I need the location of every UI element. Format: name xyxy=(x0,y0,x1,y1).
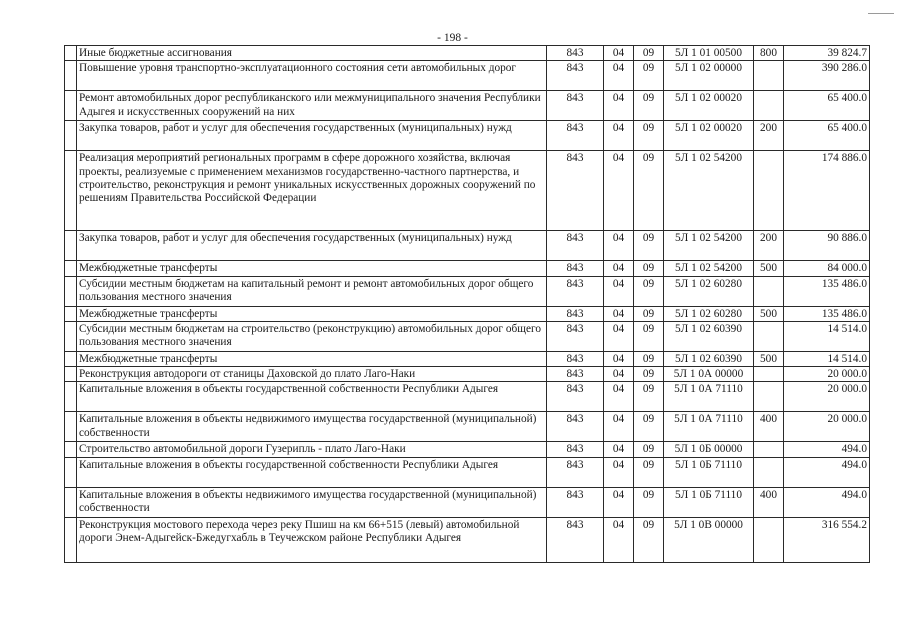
section-code-cell xyxy=(604,487,634,517)
subsection-code: 09 xyxy=(642,307,655,320)
row-stub-cell xyxy=(65,276,77,306)
table-row xyxy=(65,367,870,382)
subsection-code: 09 xyxy=(642,352,655,365)
amount-cell xyxy=(784,517,870,562)
target-article: 5Л 1 0Б 00000 xyxy=(674,443,743,456)
section-code-cell xyxy=(604,231,634,261)
ministry-code: 843 xyxy=(566,322,584,335)
expense-type-cell xyxy=(754,367,784,382)
row-name-cell xyxy=(77,351,547,366)
subsection-code-cell xyxy=(634,367,664,382)
table-row xyxy=(65,61,870,91)
row-stub-cell xyxy=(65,367,77,382)
ministry-code-cell xyxy=(547,517,604,562)
expense-type-cell xyxy=(754,321,784,351)
subsection-code: 09 xyxy=(642,47,655,59)
subsection-code: 09 xyxy=(642,488,655,501)
section-code: 04 xyxy=(612,152,625,165)
row-stub-cell xyxy=(65,382,77,412)
target-article: 5Л 1 02 60390 xyxy=(675,322,742,335)
expense-type: 200 xyxy=(760,232,777,245)
target-article-cell xyxy=(664,442,754,457)
row-name-cell xyxy=(77,517,547,562)
subsection-code-cell xyxy=(634,351,664,366)
section-code-cell xyxy=(604,91,634,121)
amount-cell xyxy=(784,321,870,351)
table-row xyxy=(65,276,870,306)
row-name-cell xyxy=(77,91,547,121)
section-code: 04 xyxy=(612,232,625,245)
target-article: 5Л 1 02 00020 xyxy=(675,92,742,105)
row-name: Межбюджетные трансферты xyxy=(79,352,218,365)
amount: 390 286.0 xyxy=(821,62,867,75)
section-code-cell xyxy=(604,261,634,276)
table-row xyxy=(65,457,870,487)
ministry-code: 843 xyxy=(566,352,584,365)
expense-type-cell xyxy=(754,261,784,276)
row-name: Субсидии местным бюджетам на строительство (реконструкцию) автомобильных дорог общего пользования местного значения xyxy=(79,322,541,349)
amount: 84 000.0 xyxy=(827,262,867,275)
target-article-cell xyxy=(664,261,754,276)
row-stub-cell xyxy=(65,517,77,562)
amount-cell xyxy=(784,412,870,442)
row-name: Иные бюджетные ассигнования xyxy=(79,47,232,59)
subsection-code-cell xyxy=(634,151,664,231)
target-article-cell xyxy=(664,367,754,382)
amount: 494.0 xyxy=(841,488,867,501)
row-name-cell xyxy=(77,367,547,382)
expense-type-cell xyxy=(754,46,784,61)
section-code: 04 xyxy=(612,488,625,501)
target-article-cell xyxy=(664,382,754,412)
target-article-cell xyxy=(664,231,754,261)
row-stub-cell xyxy=(65,261,77,276)
subsection-code-cell xyxy=(634,276,664,306)
amount: 14 514.0 xyxy=(827,322,867,335)
subsection-code-cell xyxy=(634,261,664,276)
section-code-cell xyxy=(604,321,634,351)
subsection-code: 09 xyxy=(642,277,655,290)
amount: 65 400.0 xyxy=(827,122,867,135)
amount: 65 400.0 xyxy=(827,92,867,105)
row-name-cell xyxy=(77,61,547,91)
section-code-cell xyxy=(604,367,634,382)
amount-cell xyxy=(784,261,870,276)
ministry-code-cell xyxy=(547,121,604,151)
table-row xyxy=(65,231,870,261)
table-row xyxy=(65,121,870,151)
section-code: 04 xyxy=(612,47,625,59)
row-stub-cell xyxy=(65,231,77,261)
target-article-cell xyxy=(664,517,754,562)
amount: 20 000.0 xyxy=(827,368,867,381)
amount-cell xyxy=(784,367,870,382)
section-code-cell xyxy=(604,121,634,151)
section-code: 04 xyxy=(612,413,625,426)
row-name-cell xyxy=(77,276,547,306)
subsection-code: 09 xyxy=(642,413,655,426)
section-code: 04 xyxy=(612,383,625,396)
amount-cell xyxy=(784,91,870,121)
amount: 316 554.2 xyxy=(821,518,867,531)
row-stub-cell xyxy=(65,46,77,61)
amount: 20 000.0 xyxy=(827,413,867,426)
amount-cell xyxy=(784,487,870,517)
amount-cell xyxy=(784,382,870,412)
row-name: Межбюджетные трансферты xyxy=(79,262,218,275)
target-article: 5Л 1 01 00500 xyxy=(675,47,742,59)
ministry-code-cell xyxy=(547,261,604,276)
row-name: Межбюджетные трансферты xyxy=(79,307,218,320)
target-article-cell xyxy=(664,61,754,91)
ministry-code-cell xyxy=(547,442,604,457)
page-number: - 198 - xyxy=(437,32,468,44)
subsection-code-cell xyxy=(634,517,664,562)
amount: 14 514.0 xyxy=(827,352,867,365)
amount-cell xyxy=(784,351,870,366)
section-code: 04 xyxy=(612,518,625,531)
row-name-cell xyxy=(77,442,547,457)
amount-cell xyxy=(784,442,870,457)
row-name-cell xyxy=(77,457,547,487)
amount-cell xyxy=(784,306,870,321)
expense-type-cell xyxy=(754,412,784,442)
expense-type: 500 xyxy=(760,307,777,320)
row-stub-cell xyxy=(65,61,77,91)
expense-type: 400 xyxy=(760,413,777,426)
ministry-code-cell xyxy=(547,487,604,517)
row-name: Закупка товаров, работ и услуг для обеспечения государственных (муниципальных) нужд xyxy=(79,122,512,135)
row-name-cell xyxy=(77,121,547,151)
ministry-code: 843 xyxy=(566,307,584,320)
target-article: 5Л 1 0В 00000 xyxy=(674,518,743,531)
ministry-code: 843 xyxy=(566,262,584,275)
subsection-code-cell xyxy=(634,321,664,351)
expense-type-cell xyxy=(754,276,784,306)
expense-type-cell xyxy=(754,306,784,321)
amount-cell xyxy=(784,276,870,306)
section-code: 04 xyxy=(612,322,625,335)
section-code: 04 xyxy=(612,368,625,381)
amount-cell xyxy=(784,61,870,91)
expense-type-cell xyxy=(754,121,784,151)
ministry-code-cell xyxy=(547,321,604,351)
section-code-cell xyxy=(604,151,634,231)
target-article: 5Л 1 0А 71110 xyxy=(674,413,743,426)
ministry-code-cell xyxy=(547,306,604,321)
subsection-code: 09 xyxy=(642,262,655,275)
section-code-cell xyxy=(604,517,634,562)
row-stub-cell xyxy=(65,121,77,151)
ministry-code: 843 xyxy=(566,62,584,75)
table-row xyxy=(65,487,870,517)
target-article-cell xyxy=(664,412,754,442)
section-code: 04 xyxy=(612,443,625,456)
subsection-code-cell xyxy=(634,306,664,321)
target-article: 5Л 1 02 00020 xyxy=(675,122,742,135)
expense-type: 500 xyxy=(760,352,777,365)
subsection-code-cell xyxy=(634,61,664,91)
row-name: Реконструкция мостового перехода через реку Пшиш на км 66+515 (левый) автомобильной дороги Энем-Адыгейск-Бжедугхабль в Теучежском районе Республики Адыгея xyxy=(79,518,520,545)
expense-type-cell xyxy=(754,351,784,366)
row-name-cell xyxy=(77,261,547,276)
ministry-code-cell xyxy=(547,457,604,487)
row-name: Реализация мероприятий региональных программ в сфере дорожного хозяйства, включая проекты, реализуемые с применением механизмов государственно-частного партнерства, и строительство, реконструкция и ремонт уникальных искусственных дорожных сооружений по решениям Правительства Российской Федерации xyxy=(79,152,536,205)
subsection-code: 09 xyxy=(642,368,655,381)
table-row xyxy=(65,382,870,412)
target-article-cell xyxy=(664,457,754,487)
subsection-code: 09 xyxy=(642,122,655,135)
row-stub-cell xyxy=(65,457,77,487)
amount: 135 486.0 xyxy=(821,277,867,290)
expense-type-cell xyxy=(754,61,784,91)
expense-type: 800 xyxy=(760,47,777,59)
amount: 174 886.0 xyxy=(821,152,867,165)
subsection-code-cell xyxy=(634,412,664,442)
target-article: 5Л 1 0Б 71110 xyxy=(675,458,742,471)
expense-type: 200 xyxy=(760,122,777,135)
row-name-cell xyxy=(77,46,547,61)
amount: 90 886.0 xyxy=(827,232,867,245)
row-stub-cell xyxy=(65,487,77,517)
row-name: Строительство автомобильной дороги Гузерипль - плато Лаго-Наки xyxy=(79,443,406,456)
target-article: 5Л 1 02 54200 xyxy=(675,262,742,275)
table-row xyxy=(65,412,870,442)
section-code-cell xyxy=(604,351,634,366)
row-name: Ремонт автомобильных дорог республиканского или межмуниципального значения Республики Адыгея и искусственных сооружений на них xyxy=(79,92,541,118)
target-article-cell xyxy=(664,121,754,151)
section-code-cell xyxy=(604,46,634,61)
table-body xyxy=(65,46,870,563)
row-stub-cell xyxy=(65,306,77,321)
ministry-code-cell xyxy=(547,351,604,366)
target-article-cell xyxy=(664,487,754,517)
table-row xyxy=(65,517,870,562)
ministry-code-cell xyxy=(547,91,604,121)
target-article: 5Л 1 02 54200 xyxy=(675,152,742,165)
row-stub-cell xyxy=(65,91,77,121)
row-stub-cell xyxy=(65,412,77,442)
table-row xyxy=(65,351,870,366)
subsection-code: 09 xyxy=(642,443,655,456)
target-article: 5Л 1 02 60280 xyxy=(675,307,742,320)
expense-type-cell xyxy=(754,457,784,487)
row-stub-cell xyxy=(65,321,77,351)
amount-cell xyxy=(784,457,870,487)
row-name-cell xyxy=(77,487,547,517)
subsection-code: 09 xyxy=(642,62,655,75)
ministry-code-cell xyxy=(547,276,604,306)
ministry-code: 843 xyxy=(566,383,584,396)
subsection-code-cell xyxy=(634,442,664,457)
section-code-cell xyxy=(604,442,634,457)
section-code: 04 xyxy=(612,458,625,471)
expense-type-cell xyxy=(754,151,784,231)
section-code-cell xyxy=(604,412,634,442)
ministry-code: 843 xyxy=(566,518,584,531)
ministry-code-cell xyxy=(547,151,604,231)
ministry-code-cell xyxy=(547,382,604,412)
target-article-cell xyxy=(664,306,754,321)
row-name: Капитальные вложения в объекты государственной собственности Республики Адыгея xyxy=(79,458,499,471)
amount: 20 000.0 xyxy=(827,383,867,396)
target-article-cell xyxy=(664,351,754,366)
row-name-cell xyxy=(77,412,547,442)
amount: 39 824.7 xyxy=(827,47,867,59)
row-name-cell xyxy=(77,306,547,321)
row-name: Повышение уровня транспортно-эксплуатационного состояния сети автомобильных дорог xyxy=(79,62,517,75)
expense-type-cell xyxy=(754,231,784,261)
ministry-code: 843 xyxy=(566,443,584,456)
row-stub-cell xyxy=(65,442,77,457)
target-article-cell xyxy=(664,321,754,351)
amount-cell xyxy=(784,46,870,61)
amount: 494.0 xyxy=(841,458,867,471)
expense-type: 500 xyxy=(760,262,777,275)
target-article: 5Л 1 02 00000 xyxy=(675,62,742,75)
ministry-code: 843 xyxy=(566,368,584,381)
expense-type-cell xyxy=(754,91,784,121)
target-article: 5Л 1 02 60390 xyxy=(675,352,742,365)
subsection-code-cell xyxy=(634,382,664,412)
section-code: 04 xyxy=(612,262,625,275)
amount-cell xyxy=(784,121,870,151)
amount-cell xyxy=(784,231,870,261)
row-name-cell xyxy=(77,321,547,351)
row-name-cell xyxy=(77,151,547,231)
row-name: Капитальные вложения в объекты недвижимого имущества государственной (муниципальной) собственности xyxy=(79,488,537,515)
subsection-code: 09 xyxy=(642,322,655,335)
subsection-code-cell xyxy=(634,46,664,61)
subsection-code-cell xyxy=(634,121,664,151)
ministry-code: 843 xyxy=(566,458,584,471)
section-code: 04 xyxy=(612,92,625,105)
section-code-cell xyxy=(604,276,634,306)
row-name-cell xyxy=(77,382,547,412)
table-row xyxy=(65,151,870,231)
ministry-code: 843 xyxy=(566,413,584,426)
table-row xyxy=(65,46,870,61)
section-code: 04 xyxy=(612,352,625,365)
ministry-code-cell xyxy=(547,231,604,261)
subsection-code-cell xyxy=(634,231,664,261)
ministry-code-cell xyxy=(547,61,604,91)
amount: 494.0 xyxy=(841,443,867,456)
section-code-cell xyxy=(604,382,634,412)
row-name-cell xyxy=(77,231,547,261)
corner-mark xyxy=(868,13,894,14)
row-stub-cell xyxy=(65,151,77,231)
target-article: 5Л 1 0А 00000 xyxy=(673,368,744,381)
section-code: 04 xyxy=(612,122,625,135)
subsection-code: 09 xyxy=(642,458,655,471)
subsection-code: 09 xyxy=(642,383,655,396)
expense-type: 400 xyxy=(760,488,777,501)
expense-type-cell xyxy=(754,517,784,562)
table-row xyxy=(65,442,870,457)
section-code-cell xyxy=(604,61,634,91)
subsection-code: 09 xyxy=(642,518,655,531)
row-name: Реконструкция автодороги от станицы Даховской до плато Лаго-Наки xyxy=(79,368,416,381)
amount: 135 486.0 xyxy=(821,307,867,320)
subsection-code: 09 xyxy=(642,232,655,245)
section-code-cell xyxy=(604,306,634,321)
ministry-code-cell xyxy=(547,367,604,382)
target-article-cell xyxy=(664,46,754,61)
target-article: 5Л 1 0Б 71110 xyxy=(675,488,742,501)
target-article-cell xyxy=(664,91,754,121)
ministry-code-cell xyxy=(547,412,604,442)
section-code: 04 xyxy=(612,307,625,320)
subsection-code: 09 xyxy=(642,152,655,165)
target-article-cell xyxy=(664,276,754,306)
ministry-code: 843 xyxy=(566,47,584,59)
row-name: Субсидии местным бюджетам на капитальный ремонт и ремонт автомобильных дорог общего пользования местного значения xyxy=(79,277,534,303)
ministry-code: 843 xyxy=(566,152,584,165)
table-row xyxy=(65,321,870,351)
subsection-code-cell xyxy=(634,487,664,517)
subsection-code-cell xyxy=(634,457,664,487)
row-name: Капитальные вложения в объекты недвижимого имущества государственной (муниципальной) собственности xyxy=(79,413,537,439)
target-article: 5Л 1 02 60280 xyxy=(675,277,742,290)
amount-cell xyxy=(784,151,870,231)
ministry-code: 843 xyxy=(566,122,584,135)
target-article: 5Л 1 02 54200 xyxy=(675,232,742,245)
table-row xyxy=(65,91,870,121)
target-article-cell xyxy=(664,151,754,231)
expense-type-cell xyxy=(754,487,784,517)
row-stub-cell xyxy=(65,351,77,366)
section-code: 04 xyxy=(612,277,625,290)
table-row xyxy=(65,261,870,276)
row-name: Закупка товаров, работ и услуг для обеспечения государственных (муниципальных) нужд xyxy=(79,232,512,245)
ministry-code: 843 xyxy=(566,92,584,105)
section-code-cell xyxy=(604,457,634,487)
subsection-code-cell xyxy=(634,91,664,121)
ministry-code: 843 xyxy=(566,277,584,290)
subsection-code: 09 xyxy=(642,92,655,105)
budget-table xyxy=(64,45,870,563)
ministry-code-cell xyxy=(547,46,604,61)
ministry-code: 843 xyxy=(566,488,584,501)
ministry-code: 843 xyxy=(566,232,584,245)
expense-type-cell xyxy=(754,442,784,457)
row-name: Капитальные вложения в объекты государственной собственности Республики Адыгея xyxy=(79,383,499,396)
expense-type-cell xyxy=(754,382,784,412)
section-code: 04 xyxy=(612,62,625,75)
target-article: 5Л 1 0А 71110 xyxy=(674,383,743,396)
table-row xyxy=(65,306,870,321)
